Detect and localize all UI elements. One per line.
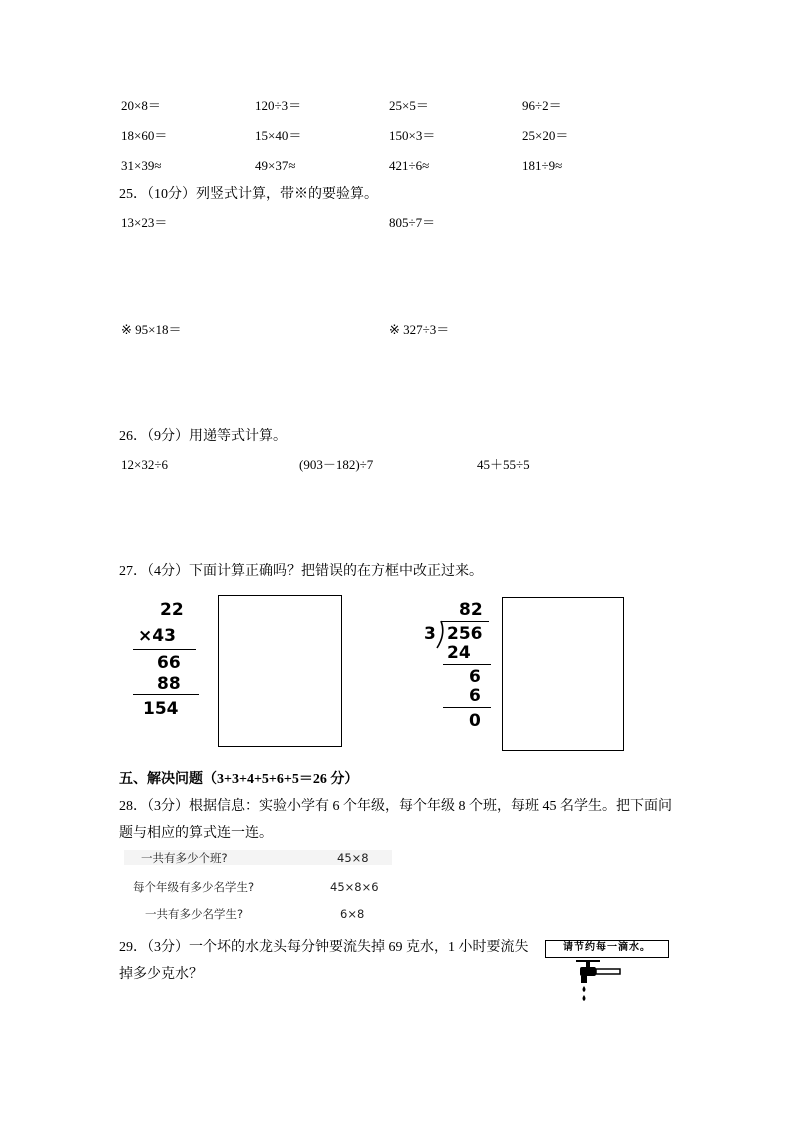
q25-problem: ※ 95×18＝ — [121, 322, 182, 337]
q26-problem: (903－182)÷7 — [299, 457, 374, 472]
oral-item: 15×40＝ — [255, 128, 302, 143]
q26-title: 26．（9分）用递等式计算。 — [119, 429, 287, 444]
div-dividend: 256 — [447, 624, 483, 644]
mult-multiplier: ×43 — [138, 626, 176, 646]
q25-problem: 13×23＝ — [121, 215, 168, 230]
oral-item: 18×60＝ — [121, 128, 168, 143]
div-line — [443, 707, 491, 708]
q26-problem: 12×32÷6 — [121, 457, 168, 472]
q28-text: 题与相应的算式连一连。 — [119, 826, 273, 841]
sign-text: 请节约每一滴水。 — [563, 942, 651, 953]
oral-item: 20×8＝ — [121, 98, 161, 113]
q28-formula[interactable]: 45×8 — [337, 851, 369, 865]
oral-item: 181÷9≈ — [522, 158, 563, 173]
oral-item: 31×39≈ — [121, 158, 162, 173]
oral-item: 120÷3＝ — [255, 98, 302, 113]
q28-question[interactable]: 一共有多少名学生? — [145, 907, 244, 921]
mult-result: 154 — [143, 699, 179, 719]
faucet-icon — [566, 958, 622, 1004]
water-saving-sign — [545, 940, 669, 958]
mult-partial2: 88 — [157, 674, 181, 694]
q29-text: 29．（3分）一个坏的水龙头每分钟要流失掉 69 克水，1 小时要流失 — [119, 940, 529, 955]
oral-item: 25×20＝ — [522, 128, 569, 143]
q27-title: 27．（4分）下面计算正确吗？把错误的在方框中改正过来。 — [119, 564, 483, 579]
q28-text: 28．（3分）根据信息：实验小学有 6 个年级，每个年级 8 个班，每班 45 名学生。把下面问 — [119, 799, 672, 814]
q28-question[interactable]: 一共有多少个班? — [141, 851, 228, 865]
mult-line — [133, 694, 199, 695]
oral-item: 150×3＝ — [389, 128, 436, 143]
q26-problem: 45＋55÷5 — [477, 457, 530, 472]
oral-item: 25×5＝ — [389, 98, 429, 113]
q25-problem: ※ 327÷3＝ — [389, 322, 450, 337]
div-quotient: 82 — [459, 600, 483, 620]
oral-item: 96÷2＝ — [522, 98, 562, 113]
div-line — [441, 621, 489, 622]
div-step: 6 — [469, 686, 481, 706]
oral-item: 421÷6≈ — [389, 158, 430, 173]
div-remainder: 0 — [469, 711, 481, 731]
div-line — [443, 664, 491, 665]
div-divisor: 3 — [424, 624, 436, 644]
div-step: 24 — [447, 643, 471, 663]
q29-text: 掉多少克水？ — [119, 967, 203, 982]
mult-top: 22 — [160, 600, 184, 620]
q28-question[interactable]: 每个年级有多少名学生? — [133, 880, 255, 894]
q25-title: 25．（10分）列竖式计算，带※的要验算。 — [119, 187, 378, 202]
q28-formula[interactable]: 6×8 — [340, 907, 365, 921]
q25-problem: 805÷7＝ — [389, 215, 436, 230]
oral-item: 49×37≈ — [255, 158, 296, 173]
correction-box-2[interactable] — [502, 597, 624, 751]
div-step: 6 — [469, 667, 481, 687]
correction-box-1[interactable] — [218, 595, 342, 747]
section-title: 五、解决问题（3+3+4+5+6+5＝26 分） — [119, 772, 359, 787]
mult-partial1: 66 — [157, 653, 181, 673]
mult-line — [133, 649, 196, 650]
q28-formula[interactable]: 45×8×6 — [330, 880, 379, 894]
